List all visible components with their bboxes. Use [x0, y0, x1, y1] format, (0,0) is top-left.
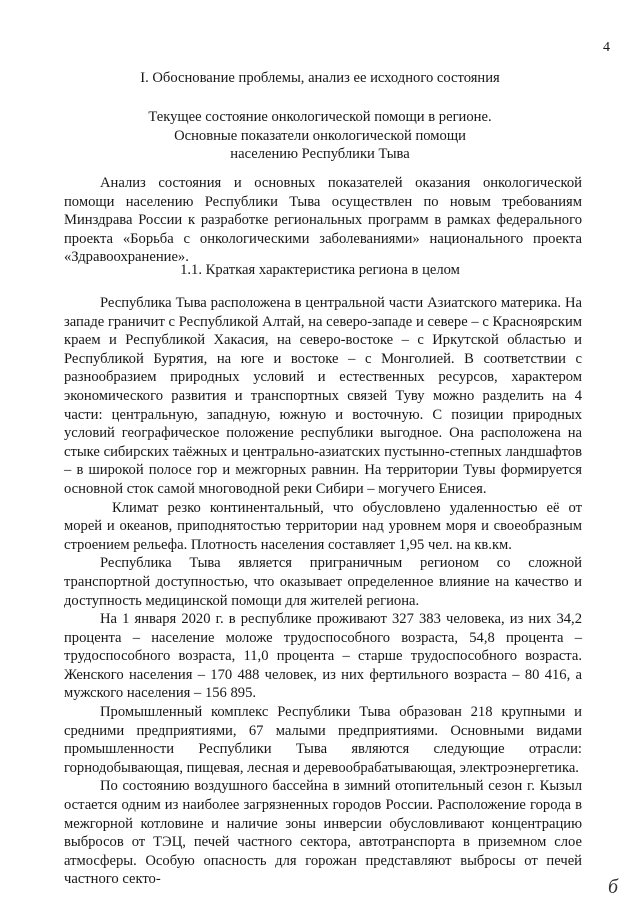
- handwritten-mark: б: [607, 876, 618, 898]
- section-heading: I. Обоснование проблемы, анализ ее исходного состояния: [140, 70, 500, 86]
- subheading-line: Основные показатели онкологической помощи: [174, 127, 466, 144]
- paragraph-geography: Республика Тыва расположена в центральной части Азиатского материка. На западе граничит с Республикой Алтай, на северо-западе и севере – с Красноярским краем и Республикой Хакасия, на северо-востоке – с Иркутской областью и Республикой Бурятия, на юге и востоке – с Монголией. В соответствии с разнообразием природных условий и естественных ресурсов, характером экономического развития и транспортных связей Туву можно разделить на 4 части: центральную, западную, южную и восточную. С позиции природных условий географическое положение республики выгодное. Она расположена на стыке сибирских таёжных и центрально-азиатских пустынно-степных ландшафтов – в широкой полосе гор и межгорных равнин. На территории Тувы формируется основной сток самой многоводной реки Сибири – могучего Енисея.: [64, 295, 582, 497]
- page-number: 4: [603, 40, 610, 55]
- subheading-line: населению Республики Тыва: [230, 146, 410, 162]
- intro-block: [64, 174, 582, 267]
- body-text: [64, 294, 582, 889]
- subheading: [64, 108, 576, 164]
- paragraph-climate: Климат резко континентальный, что обусловлено удаленностью её от морей и океанов, приподнятостью территории над уровнем моря и своеобразным строением рельефа. Плотность населения составляет 1,95 чел. на кв.км.: [64, 499, 582, 553]
- paragraph-transport: Республика Тыва является приграничным регионом со сложной транспортной доступностью, что оказывает определенное влияние на качество и доступность медицинской помощи для жителей региона.: [64, 555, 582, 609]
- paragraph-industry: Промышленный комплекс Республики Тыва образован 218 крупными и средними предприятиями, 67 малыми предприятиями. Основными видами промышленности Республики Тыва являются следующие отрасли: горнодобывающая, пищевая, лесная и деревообрабатывающая, электроэнергетика.: [64, 704, 582, 776]
- subsection-heading: 1.1. Краткая характеристика региона в целом: [180, 262, 460, 278]
- subheading-line: Текущее состояние онкологической помощи в регионе.: [148, 109, 492, 125]
- paragraph-air-quality: По состоянию воздушного бассейна в зимний отопительный сезон г. Кызыл остается одним из наиболее загрязненных городов России. Расположение города в межгорной котловине и наличие зоны инверсии обусловливают концентрацию выбросов от ТЭЦ, печей частного сектора, автотранспорта в приземном слое атмосферы. Особую опасность для горожан представляют выбросы от печей частного секто-: [64, 778, 582, 888]
- intro-paragraph: Анализ состояния и основных показателей оказания онкологической помощи населению Республики Тыва осуществлен по новым требованиям Минздрава России к разработке региональных программ в рамках федерального проекта «Борьба с онкологическими заболеваниями» национального проекта «Здравоохранение».: [64, 175, 582, 266]
- paragraph-population: На 1 января 2020 г. в республике проживают 327 383 человека, из них 34,2 процента – население моложе трудоспособного возраста, 54,8 процента – трудоспособного возраста, 11,0 процента – старше трудоспособного возраста. Женского населения – 170 488 человек, из них фертильного возраста – 80 416, а мужского населения – 156 895.: [64, 611, 582, 702]
